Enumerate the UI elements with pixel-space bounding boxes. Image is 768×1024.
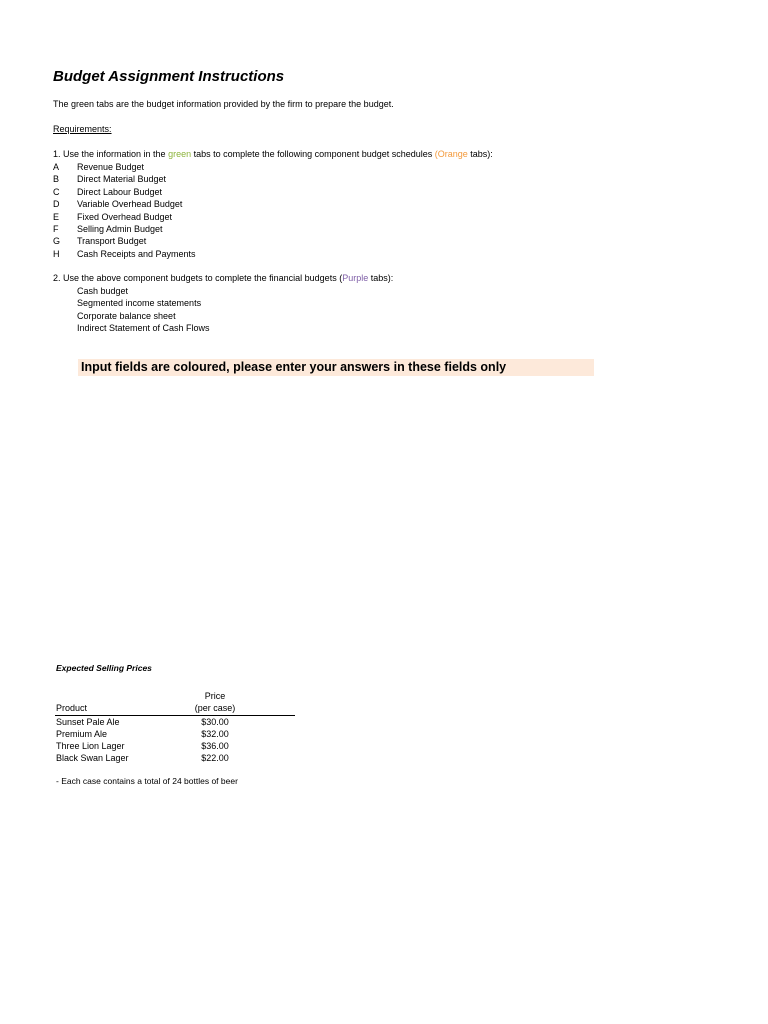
bottles-per-case-note: - Each case contains a total of 24 bottles of beer: [56, 776, 238, 786]
component-budget-list: [77, 161, 196, 260]
intro-text: The green tabs are the budget information provided by the firm to prepare the budget.: [53, 99, 394, 109]
step2-pre: 2. Use the above component budgets to complete the financial budgets (: [53, 273, 343, 283]
prices-table: [55, 690, 295, 765]
price-cell: $22.00: [201, 753, 229, 764]
price-header-line1: Price: [204, 691, 226, 701]
table-row: [55, 740, 295, 752]
price-cell: $32.00: [201, 728, 229, 739]
step1-text: [53, 148, 493, 160]
component-budget-item: Direct Labour Budget: [77, 186, 163, 197]
component-letter: C: [53, 186, 60, 197]
financial-budget-list: [77, 285, 210, 335]
price-cell: $30.00: [201, 716, 229, 727]
component-letter: G: [53, 236, 61, 247]
component-letters: [53, 161, 60, 260]
product-cell: Sunset Pale Ale: [56, 716, 120, 727]
component-letter: A: [53, 162, 60, 172]
step2-text: [53, 272, 393, 284]
step2-post: tabs):: [368, 273, 394, 283]
component-letter: B: [53, 174, 60, 185]
component-letter: F: [53, 223, 59, 234]
product-cell: Three Lion Lager: [56, 741, 125, 752]
component-budget-item: Cash Receipts and Payments: [77, 248, 196, 259]
step1-orange-word: (Orange: [434, 149, 468, 159]
price-header-line2: (per case): [164, 702, 295, 715]
step2-purple-word: Purple: [342, 273, 369, 283]
price-cell: $36.00: [201, 741, 229, 752]
page-title: Budget Assignment Instructions: [53, 68, 285, 85]
component-budget-item: Direct Material Budget: [77, 174, 167, 185]
table-row: [55, 752, 295, 764]
component-budget-item: Revenue Budget: [77, 162, 145, 172]
product-column-header: Product: [55, 702, 164, 715]
input-fields-banner: Input fields are coloured, please enter your answers in these fields only: [78, 359, 594, 376]
financial-budget-item: Segmented income statements: [77, 298, 202, 309]
component-letter: D: [53, 199, 60, 210]
financial-budget-item: Indirect Statement of Cash Flows: [77, 323, 210, 334]
product-cell: Black Swan Lager: [56, 753, 129, 764]
prices-header-spacer: [55, 690, 164, 702]
component-budget-item: Transport Budget: [77, 236, 147, 247]
component-letter: H: [53, 248, 60, 259]
step1-green-word: green: [168, 149, 192, 159]
step1-pre: 1. Use the information in the: [53, 149, 169, 159]
financial-budget-item: Cash budget: [77, 286, 129, 296]
step1-post: tabs):: [467, 149, 493, 159]
financial-budget-item: Corporate balance sheet: [77, 310, 176, 321]
prices-section-title: Expected Selling Prices: [56, 663, 152, 673]
component-budget-item: Fixed Overhead Budget: [77, 211, 173, 222]
component-letter: E: [53, 211, 60, 222]
step1-mid: tabs to complete the following component budget schedules: [191, 149, 435, 159]
product-cell: Premium Ale: [56, 728, 108, 739]
table-row: [55, 728, 295, 740]
requirements-label: Requirements:: [53, 124, 112, 134]
component-budget-item: Selling Admin Budget: [77, 223, 163, 234]
component-budget-item: Variable Overhead Budget: [77, 199, 183, 210]
table-row: [55, 715, 295, 728]
